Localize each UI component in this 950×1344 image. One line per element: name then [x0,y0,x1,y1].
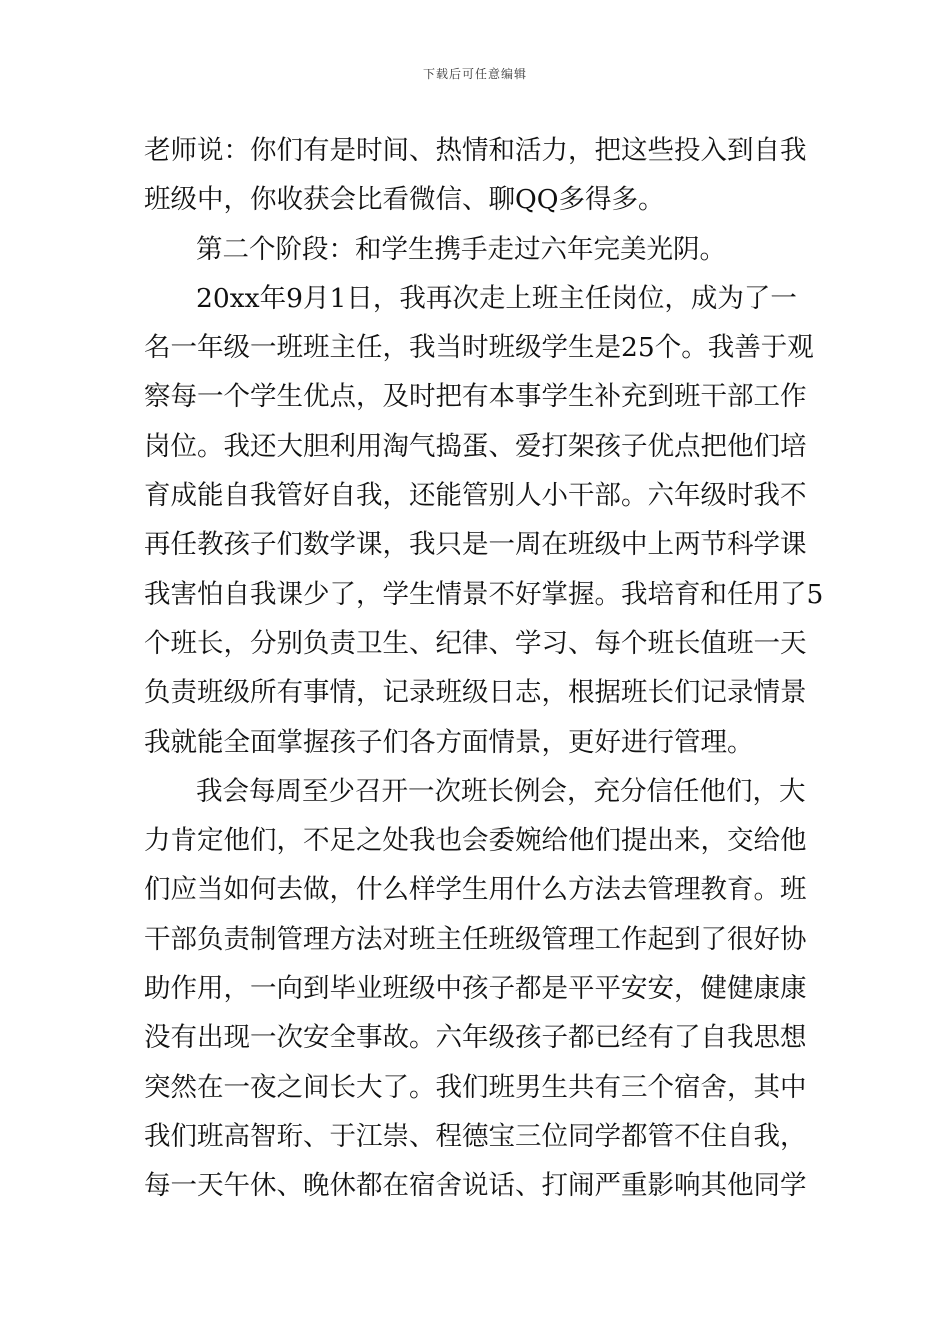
text-line: 老师说：你们有是时间、热情和活力，把这些投入到自我 [144,135,807,166]
text-line: 第二个阶段：和学生携手走过六年完美光阴。 [196,233,726,265]
text-line: 班级中，你收获会比看微信、聊QQ多得多。 [144,184,665,216]
text-line: 名一年级一班班主任，我当时班级学生是25个。我善于观 [144,332,814,364]
text-line: 我就能全面掌握孩子们各方面情景，更好进行管理。 [144,726,754,758]
text-line: 助作用，一向到毕业班级中孩子都是平平安安，健健康康 [144,973,807,1005]
text-line: 我会每周至少召开一次班长例会，充分信任他们，大 [196,775,806,807]
text-line: 没有出现一次安全事故。六年级孩子都已经有了自我思想 [144,1022,807,1054]
text-line: 岗位。我还大胆利用淘气捣蛋、爱打架孩子优点把他们培 [144,430,807,462]
text-line: 再任教孩子们数学课，我只是一周在班级中上两节科学课 [144,529,807,561]
text-line: 负责班级所有事情，记录班级日志，根据班长们记录情景 [144,677,807,709]
text-line: 我害怕自我课少了，学生情景不好掌握。我培育和任用了5 [144,578,824,610]
body-text [144,126,824,1211]
text-line: 力肯定他们，不足之处我也会委婉给他们提出来，交给他 [144,825,807,857]
text-line: 察每一个学生优点，及时把有本事学生补充到班干部工作 [144,381,807,413]
text-line: 干部负责制管理方法对班主任班级管理工作起到了很好协 [144,923,807,955]
text-line: 育成能自我管好自我，还能管别人小干部。六年级时我不 [144,480,807,512]
text-line: 每一天午休、晚休都在宿舍说话、打闹严重影响其他同学 [144,1170,807,1202]
text-line: 们应当如何去做，什么样学生用什么方法去管理教育。班 [144,874,807,906]
text-line: 突然在一夜之间长大了。我们班男生共有三个宿舍，其中 [144,1071,807,1103]
text-line: 我们班高智珩、于江崇、程德宝三位同学都管不住自我， [144,1120,807,1152]
text-line: 20xx年9月1日，我再次走上班主任岗位，成为了一 [196,282,797,314]
text-line: 个班长，分别负责卫生、纪律、学习、每个班长值班一天 [144,627,807,659]
page-header: 下载后可任意编辑 [422,67,527,81]
